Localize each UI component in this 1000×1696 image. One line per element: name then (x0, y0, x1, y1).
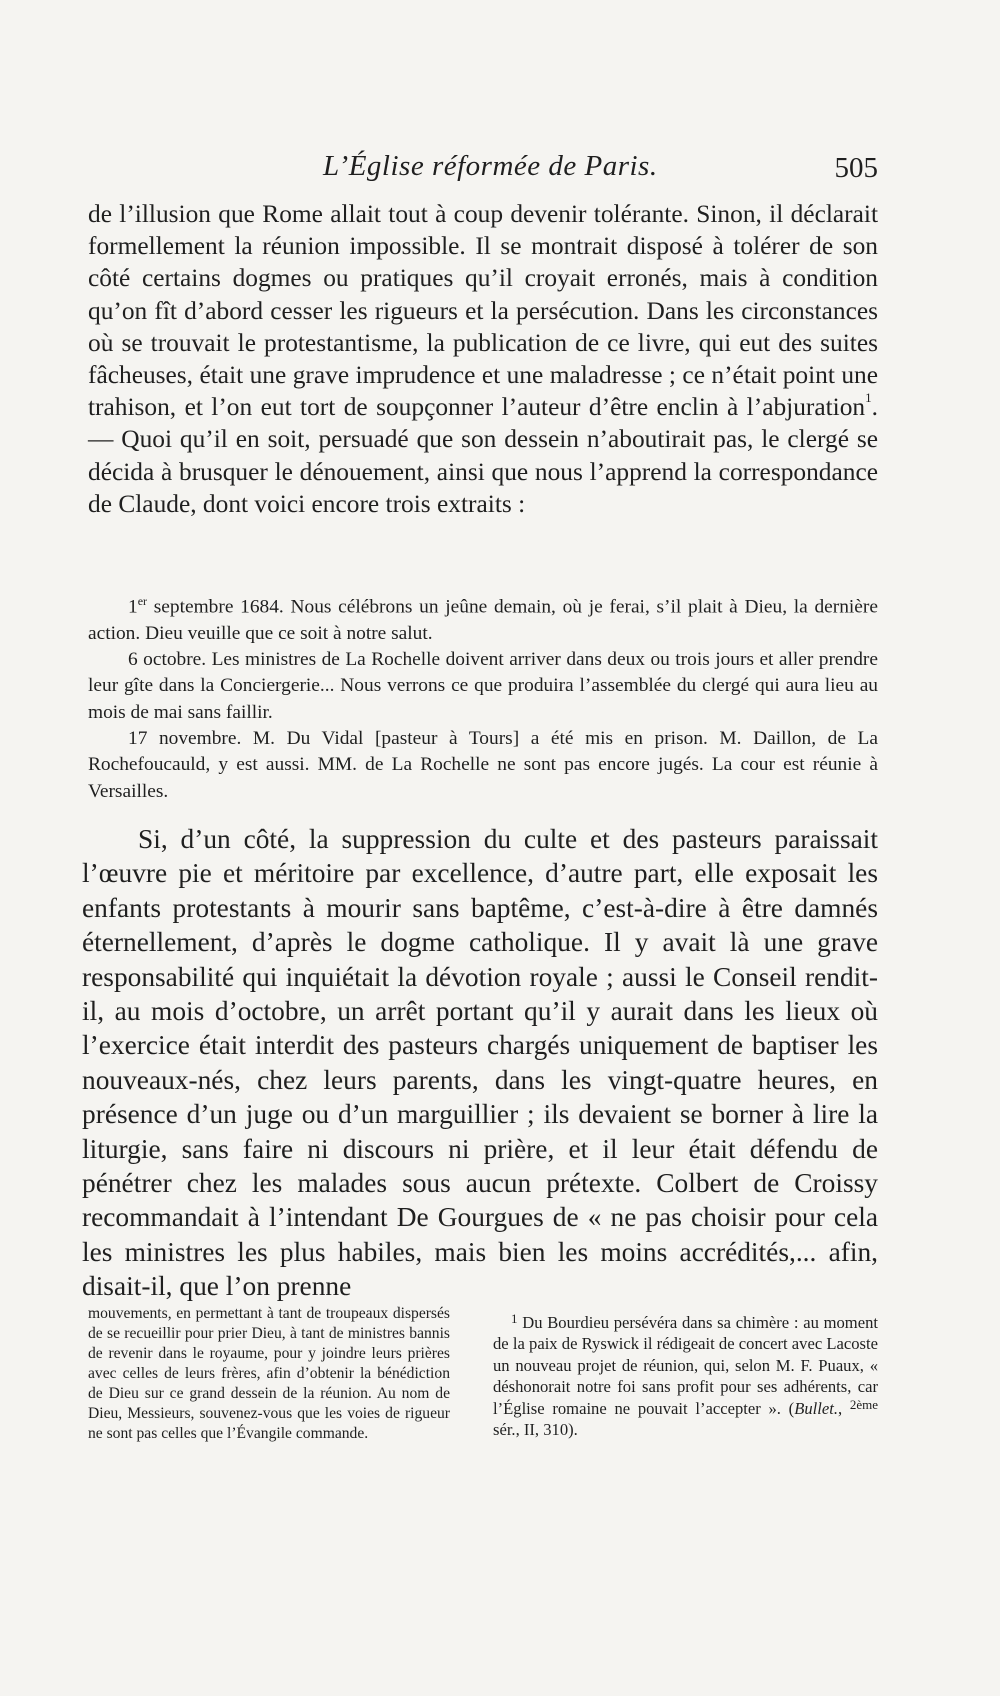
footnote-series-sup: 2ème (849, 1396, 879, 1412)
extract-text: Les ministres de La Rochelle doivent arriver dans deux ou trois jours et aller prendre leur gîte dans la Conciergerie... Nous verrons ce que produira l’assemblée du clergé qui aura lieu au mois de mai sans faillir. (88, 649, 878, 723)
extract-date-sup: er (137, 594, 148, 608)
footnote-ref: 1 (865, 390, 872, 406)
extract-item (88, 726, 878, 805)
page-header (88, 150, 878, 190)
extract-item (88, 588, 878, 647)
footnote-right-column (493, 1312, 878, 1440)
extract-text: M. Du Vidal [pasteur à Tours] a été mis en prison. M. Daillon, de La Rochefoucauld, y est aussi. MM. de La Rochelle ne sont pas encore jugés. La cour est réunie à Versailles. (88, 727, 878, 802)
footnote-1 (493, 1312, 878, 1440)
extract-date: 6 octobre. (128, 649, 207, 671)
running-title: L’Église réformée de Paris. (323, 150, 658, 182)
body-text-2 (82, 822, 878, 1304)
footnote-citation: Bullet. (794, 1398, 838, 1418)
paragraph (88, 198, 878, 520)
footnote-marker: 1 (511, 1311, 518, 1326)
footnote-left-column (88, 1304, 450, 1444)
extract-item (88, 647, 878, 726)
page-number: 505 (834, 152, 878, 184)
extract-date: septembre 1684. (147, 596, 284, 618)
paragraph: Si, d’un côté, la suppression du culte et des pasteurs paraissait l’œuvre pie et méritoire par excellence, d’autre part, elle exposait les enfants protestants à mourir sans baptême, c’est-à-dire à être damnés éternellement, d’après le dogme catholique. Il y avait là une grave responsabilité qui inquiétait la dévotion royale ; aussi le Conseil rendit-il, au mois d’octobre, un arrêt portant qu’il y aurait dans les lieux où l’exercice était interdit des pasteurs chargés uniquement de baptiser les nouveaux-nés, chez leurs parents, dans les vingt-quatre heures, en présence d’un juge ou d’un marguillier ; ils devaient se borner à lire la liturgie, sans faire ni discours ni prière, et il leur était défendu de pénétrer chez les malades sous aucun prétexte. Colbert de Croissy recommandait à l’intendant De Gourgues de « ne pas choisir pour cela les ministres les plus habiles, mais bien les moins accrédités,... afin, disait-il, que l’on prenne (82, 824, 878, 1302)
extract-date-num: 1 (128, 596, 138, 618)
extract-date: 17 novembre. (128, 727, 242, 749)
letter-extracts (88, 588, 878, 805)
footnote-text: Du Bourdieu persévéra dans sa chimère : au moment de la paix de Ryswick il rédigeait de concert avec Lacoste un nouveau projet de réunion, qui, selon M. F. Puaux, « déshonorait notre foi sans profit pour ses adhérents, car l’Église romaine ne pouvait l’accepter ». ( (493, 1313, 878, 1418)
footnote-text-end: sér., II, 310). (493, 1420, 578, 1440)
paragraph-text-cont: . — Quoi qu’il en soit, persuadé que son dessein n’aboutirait pas, le clergé se décida à brusquer le dénouement, ainsi que nous l’apprend la correspondance de Claude, dont voici encore trois extraits : (88, 393, 878, 518)
footnote-text-sep: , (837, 1398, 850, 1418)
body-text-1 (88, 198, 878, 520)
footnote-continued: mouvements, en permettant à tant de troupeaux dispersés de se recueillir pour prier Dieu, à tant de ministres bannis de revenir dans le royaume, pour y joindre leurs prières avec celles de leurs frères, afin d’obtenir la bénédiction de Dieu sur ce grand dessein de la réunion. Au nom de Dieu, Messieurs, souvenez-vous que les voies de rigueur ne sont pas celles que l’Évangile commande. (88, 1305, 450, 1442)
extract-text: Nous célébrons un jeûne demain, où je ferai, s’il plait à Dieu, la dernière action. Dieu veuille que ce soit à notre salut. (88, 596, 878, 644)
paragraph-text: de l’illusion que Rome allait tout à coup devenir tolérante. Sinon, il déclarait formellement la réunion impossible. Il se montrait disposé à tolérer de son côté certains dogmes ou pratiques qu’il croyait erronés, mais à condition qu’on fît d’abord cesser les rigueurs et la persécution. Dans les circonstances où se trouvait le protestantisme, la publication de ce livre, qui eut des suites fâcheuses, était une grave imprudence et une maladresse ; ce n’était point une trahison, et l’on eut tort de soupçonner l’auteur d’être enclin à l’abjuration (88, 200, 878, 422)
